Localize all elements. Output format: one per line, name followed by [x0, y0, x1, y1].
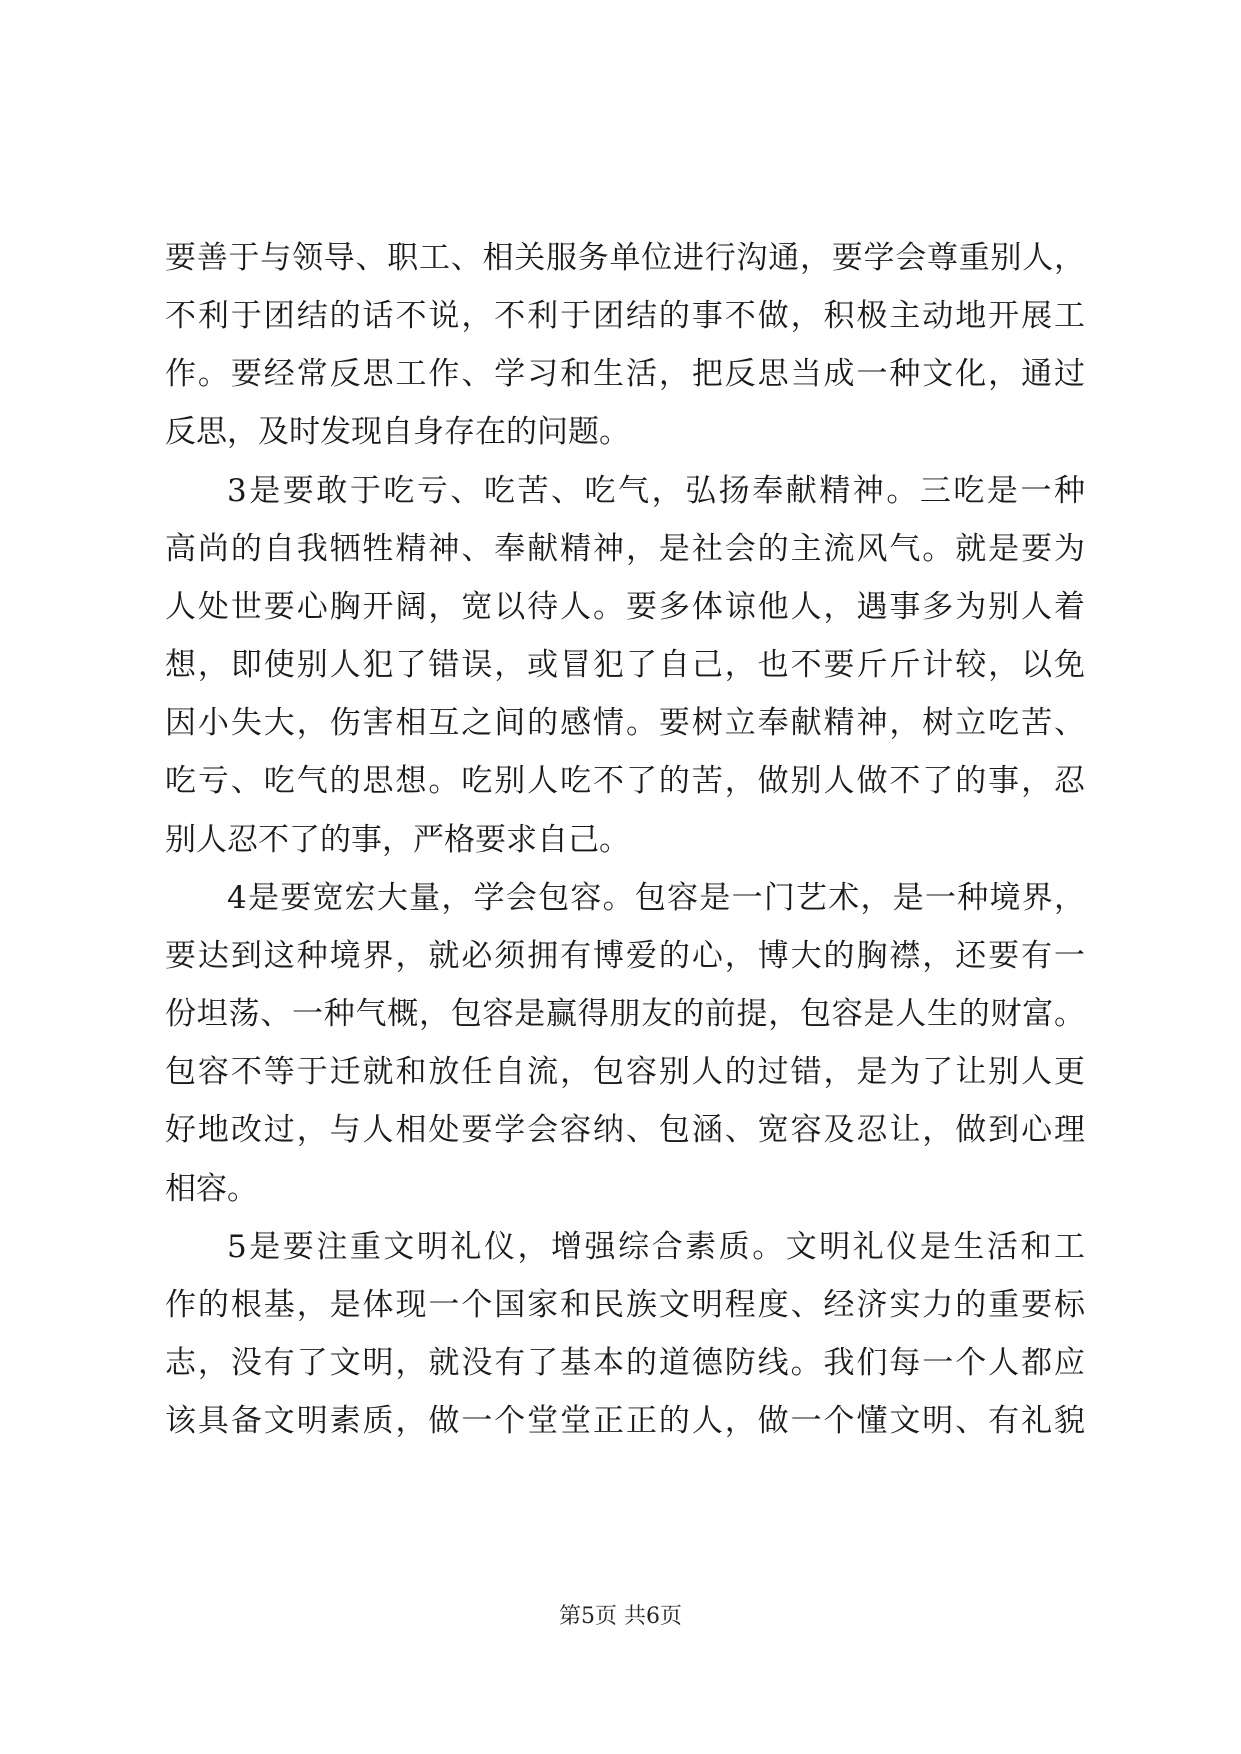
text-line: 高尚的自我牺牲精神、奉献精神，是社会的主流风气。就是要为 — [165, 531, 1085, 567]
text-line: 包容不等于迁就和放任自流，包容别人的过错，是为了让别人更 — [165, 1054, 1085, 1090]
text-line: 反思，及时发现自身存在的问题。 — [165, 414, 630, 450]
text-line: 人处世要心胸开阔，宽以待人。要多体谅他人，遇事多为别人着 — [165, 589, 1085, 625]
text-line: 要善于与领导、职工、相关服务单位进行沟通，要学会尊重别人， — [165, 240, 1085, 276]
text-line: 因小失大，伤害相互之间的感情。要树立奉献精神，树立吃苦、 — [165, 705, 1085, 741]
text-line: 份坦荡、一种气概，包容是赢得朋友的前提，包容是人生的财富。 — [165, 996, 1085, 1032]
text-line: 好地改过，与人相处要学会容纳、包涵、宽容及忍让，做到心理 — [165, 1112, 1085, 1148]
text-line: 吃亏、吃气的思想。吃别人吃不了的苦，做别人做不了的事，忍 — [165, 763, 1085, 799]
paragraph-start-line: 4是要宽宏大量，学会包容。包容是一门艺术，是一种境界， — [227, 880, 1085, 916]
text-line: 作的根基，是体现一个国家和民族文明程度、经济实力的重要标 — [165, 1287, 1085, 1323]
text-line: 相容。 — [165, 1171, 258, 1207]
text-line: 不利于团结的话不说，不利于团结的事不做，积极主动地开展工 — [165, 298, 1085, 334]
text-line: 作。要经常反思工作、学习和生活，把反思当成一种文化，通过 — [165, 356, 1085, 392]
page-number-footer: 第5页 共6页 — [559, 1604, 682, 1629]
text-line: 志，没有了文明，就没有了基本的道德防线。我们每一个人都应 — [165, 1345, 1085, 1381]
text-line: 别人忍不了的事，严格要求自己。 — [165, 822, 630, 858]
paragraph-start-line: 5是要注重文明礼仪，增强综合素质。文明礼仪是生活和工 — [227, 1229, 1085, 1265]
text-line: 想，即使别人犯了错误，或冒犯了自己，也不要斤斤计较，以免 — [165, 647, 1085, 683]
text-line: 该具备文明素质，做一个堂堂正正的人，做一个懂文明、有礼貌 — [165, 1403, 1085, 1439]
paragraph-start-line: 3是要敢于吃亏、吃苦、吃气，弘扬奉献精神。三吃是一种 — [227, 473, 1085, 509]
text-line: 要达到这种境界，就必须拥有博爱的心，博大的胸襟，还要有一 — [165, 938, 1085, 974]
